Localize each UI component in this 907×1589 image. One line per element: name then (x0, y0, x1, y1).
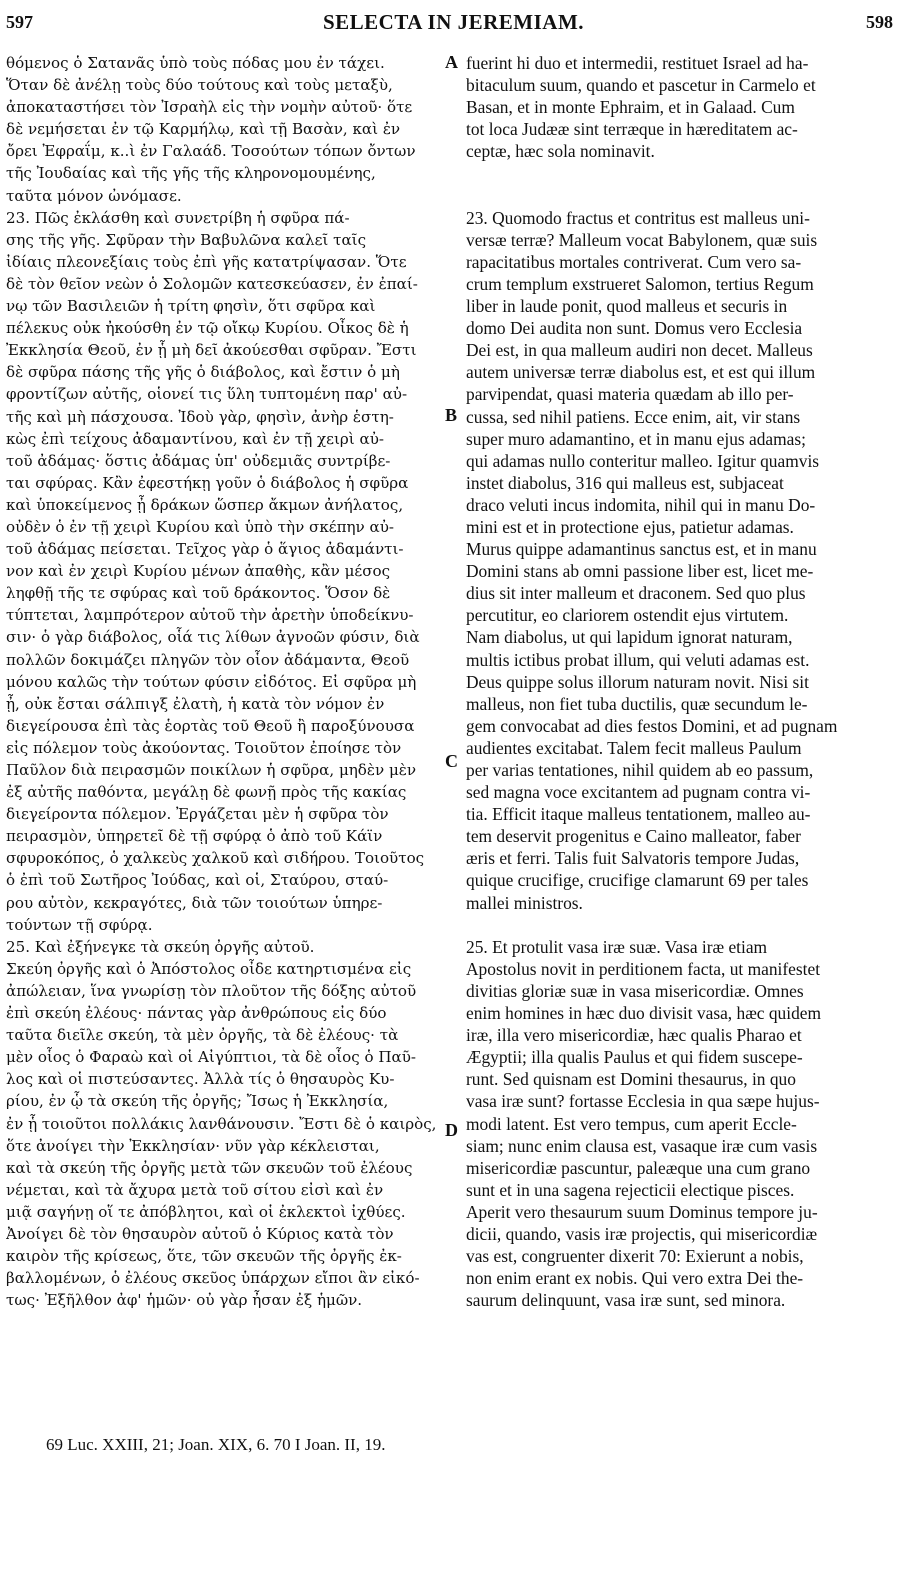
latin-text-line: modi latent. Est vero tempus, cum aperit Eccle- (466, 1113, 797, 1134)
latin-text-line: Apostolus novit in perditionem facta, ut manifestet (466, 958, 821, 979)
latin-text-line: sed magna voce excitantem ad pugnam contra vi- (466, 782, 811, 803)
latin-text-line: Dei est, in qua malleum audiri non decet. Malleus (466, 340, 813, 361)
latin-text-line: versæ terræ? Malleum vocat Babylonem, quæ suis (466, 229, 818, 250)
greek-text-line: ληφθῇ τῆς τε σφύρας καὶ τοῦ δράκοντος. Ὅσον δὲ (6, 584, 391, 603)
latin-text-line: iræ, illa vero misericordiæ, hæc qualis Pharao et (466, 1025, 802, 1046)
greek-text-line: λος καὶ οἱ πιστεύσαντες. Ἀλλὰ τίς ὁ θησαυρὸς Κυ- (6, 1070, 395, 1089)
greek-text-line: νον καὶ ἐν χειρὶ Κυρίου μένων ἀπαθὴς, κἂν μέσος (6, 562, 391, 581)
latin-text-line: multis ictibus probat illum, qui veluti adamas est. (466, 649, 810, 670)
running-title: SELECTA IN JEREMIAM. (322, 10, 585, 34)
latin-text-line: Ægyptii; illa qualis Paulus et qui fidem suscepe- (466, 1047, 803, 1068)
margin-letter-c: C (445, 751, 458, 771)
latin-text-line: domo Dei audita non sunt. Domus vero Ecclesia (466, 318, 803, 339)
greek-text-line: ἀποκαταστήσει τὸν Ἰσραὴλ εἰς τὴν νομὴν αὐτοῦ· ὅτε (6, 98, 413, 117)
latin-text-line: Murus quippe adamantinus sanctus est, et in manu (466, 539, 817, 560)
latin-text-line: divitias gloriæ suæ in vasa misericordiæ. Omnes (466, 980, 804, 1001)
greek-text-line: οὐδὲν ὁ ἐν τῇ χειρὶ Κυρίου καὶ ὑπὸ τὴν σκέπην αὐ- (6, 517, 395, 536)
latin-text-line: 25. Et protulit vasa iræ suæ. Vasa iræ etiam (466, 936, 768, 957)
greek-text-line: διεγείροντα πόλεμον. Ἐργάζεται μὲν ἡ σφῦρα τὸν (6, 805, 389, 824)
greek-text-line: Σκεύη ὀργῆς καὶ ὁ Ἀπόστολος οἶδε κατηρτισμένα εἰς (6, 959, 412, 978)
latin-text-line: per varias tentationes, nihil quidem ab eo passum, (466, 760, 814, 780)
latin-text-line: 23. Quomodo fractus et contritus est malleus uni- (466, 207, 810, 228)
latin-text-line: non enim erant ex nobis. Qui vero extra Dei the- (466, 1268, 804, 1289)
latin-text-line: misericordiæ pascuntur, paleæque una cum grano (466, 1157, 811, 1178)
latin-text-line: instet diabolus, 316 qui malleus est, subjaceat (466, 472, 784, 493)
greek-text-line: ἐξ αὐτῆς παθόντα, μεγάλῃ δὲ φωνῇ πρὸς τῆς κακίας (6, 783, 407, 802)
greek-text-line: σιν· ὁ γὰρ διάβολος, οἷά τις λίθων ἀγνοῶν φύσιν, διὰ (6, 628, 420, 647)
greek-text-line: ται σφύρας. Κἂν ἐφεστήκῃ γοῦν ὁ διάβολος ἡ σφῦρα (6, 473, 409, 492)
page-number-left: 597 (6, 12, 33, 32)
greek-text-line: Ὅταν δὲ ἀνέλῃ τοὺς δύο τούτους καὶ τοὺς μεταξὺ, (6, 76, 393, 95)
greek-text-line: τῆς Ἰουδαίας καὶ τῆς γῆς τῆς κληρονομουμένης, (6, 164, 376, 183)
latin-column (466, 52, 896, 1311)
greek-text-line: τύπτεται, λαμπρότερον αὐτοῦ τὴν ἀρετὴν ὑποδείκνυ- (6, 606, 414, 625)
greek-text-line: δὲ νεμήσεται ἐν τῷ Καρμήλῳ, καὶ τῇ Βασὰν, καὶ ἐν (6, 120, 401, 139)
latin-text-line: percutitur, eo clariorem ostendit ejus virtutem. (466, 605, 789, 626)
greek-text-line: κὼς ἐπὶ τείχους ἀδαμαντίνου, καὶ ἐν τῇ χειρὶ αὐ- (6, 429, 384, 448)
greek-text-line: δὲ σφῦρα πάσης τῆς γῆς ὁ διάβολος, καὶ ἔστιν ὁ μὴ (6, 363, 400, 382)
latin-text-line: vasa iræ sunt? fortasse Ecclesia in qua sæpe hujus- (466, 1091, 820, 1112)
latin-text-line: Basan, et in monte Ephraim, et in Galaad. Cum (466, 97, 795, 118)
footnote: 69 Luc. XXIII, 21; Joan. XIX, 6. 70 I Joan. II, 19. (46, 1435, 386, 1454)
greek-text-line: 25. Καὶ ἐξήνεγκε τὰ σκεύη ὀργῆς αὐτοῦ. (6, 937, 315, 956)
latin-text-line: malleus, non fiet tuba ductilis, quæ secundum le- (466, 693, 808, 714)
greek-text-line: θόμενος ὁ Σατανᾶς ὑπὸ τοὺς πόδας μου ἐν τάχει. (6, 54, 385, 72)
greek-text-line: τῆς καὶ μὴ πάσχουσα. Ἰδοὺ γὰρ, φησὶν, ἀνὴρ ἑστη- (6, 407, 394, 426)
greek-text-line: Παῦλον διὰ πειρασμῶν ποικίλων ἡ σφῦρα, μηδὲν μὲν (6, 761, 417, 779)
greek-text-line: πέλεκυς οὐκ ἠκούσθη ἐν τῷ οἴκῳ Κυρίου. Οἶκος δὲ ἡ (6, 319, 409, 338)
latin-text-line: tem deservit progenitus e Caino malleator, faber (466, 826, 801, 847)
latin-text-line: super muro adamantino, et in manu ejus adamas; (466, 428, 806, 449)
latin-text-line: ceptæ, hæc sola nominavit. (466, 141, 655, 162)
greek-text-line: ὅτε ἀνοίγει τὴν Ἐκκλησίαν· νῦν γὰρ κέκλεισται, (6, 1136, 380, 1155)
greek-text-line: ταῦτα διεῖλε σκεύη, τὰ μὲν ὀργῆς, τὰ δὲ ἐλέους· τὰ (6, 1026, 399, 1045)
greek-text-line: βαλλομένων, ὁ ἐλέους σκεῦος ὑπάρχων εἴποι ἂν εἰκό- (6, 1269, 420, 1288)
greek-text-line: ταῦτα μόνον ὠνόμασε. (6, 186, 182, 205)
latin-text-line: parvipendat, quasi materia quædam ab illo per- (466, 384, 794, 405)
greek-text-line: ρίου, ἐν ᾧ τὰ σκεύη τῆς ὀργῆς; Ἴσως ἡ Ἐκκλησία, (6, 1092, 389, 1111)
greek-text-line: νῳ τῶν Βασιλειῶν ἡ τρίτη φησὶν, ὅτι σφῦρα καὶ (6, 297, 376, 316)
greek-text-line: μόνου καλῶς τὴν τούτων φύσιν εἰδότος. Εἰ σφῦρα μὴ (6, 672, 417, 691)
greek-text-line: τούντων τῇ σφύρᾳ. (6, 915, 153, 934)
latin-text-line: saurum delinquunt, vasa iræ sunt, sed minora. (466, 1290, 786, 1311)
latin-text-line: enim homines in hæc duo divisit vasa, hæc quidem (466, 1003, 822, 1024)
margin-letter-a: A (445, 52, 458, 72)
greek-text-line: καὶ ὑποκείμενος ᾖ δράκων ὥσπερ ἄκμων ἀνήλατος, (6, 495, 404, 514)
latin-text-line: mallei ministros. (466, 892, 583, 913)
latin-text-line: tia. Efficit itaque malleus tentationem, malleo au- (466, 804, 811, 825)
greek-text-line: ὁ ἐπὶ τοῦ Σωτῆρος Ἰούδας, καὶ οἱ, Σταύρου, σταύ- (6, 871, 389, 890)
greek-text-line: ὄρει Ἐφραΐμ, κ..ὶ ἐν Γαλαάδ. Τοσούτων τόπων ὄντων (6, 142, 416, 161)
latin-text-line: autem universæ terræ diabolus est, et est qui illum (466, 362, 816, 383)
greek-text-line: Ἀνοίγει δὲ τὸν θησαυρὸν αὐτοῦ ὁ Κύριος κατὰ τὸν (6, 1224, 394, 1243)
greek-text-line: φροντίζων αὐτῆς, οἱονεί τις ὕλη τυπτομένη παρ' αὐ- (6, 385, 408, 404)
latin-text-line: audientes excitabat. Talem fecit malleus Paulum (466, 737, 802, 758)
greek-text-line: τοῦ ἀδάμας πείσεται. Τεῖχος γὰρ ὁ ἅγιος ἀδαμάντι- (6, 540, 404, 559)
greek-text-line: ἐν ᾗ τοιοῦτοι πολλάκις λανθάνουσιν. Ἔστι δὲ ὁ καιρὸς, (6, 1114, 437, 1133)
latin-text-line: mini est et in protectione ejus, patietur adamas. (466, 516, 794, 537)
latin-text-line: crum templum exstrueret Salomon, tertius Regum (466, 273, 814, 294)
latin-text-line: tot loca Judææ sint terræque in hæreditatem ac- (466, 119, 798, 140)
greek-text-line: ᾖ, οὐκ ἔσται σάλπιγξ ἐλατὴ, ἡ κατὰ τὸν νόμον ἐν (6, 694, 385, 713)
latin-text-line: bitaculum suum, quando et pascetur in Carmelo et (466, 75, 816, 96)
latin-text-line: vas est, congruenter dixerit 70: Exierunt a nobis, (466, 1246, 804, 1267)
greek-text-line: σης τῆς γῆς. Σφῦραν τὴν Βαβυλῶνα καλεῖ ταῖς (6, 230, 367, 249)
latin-text-line: rapacitatibus mortales contriverat. Cum vero sa- (466, 251, 802, 272)
greek-column (6, 52, 442, 1311)
latin-text-line: Deus quippe solus illorum naturam novit. Nisi sit (466, 671, 809, 692)
margin-letter-d: D (445, 1120, 458, 1140)
latin-text-line: siam; nunc enim clausa est, vasaque iræ cum vasis (466, 1135, 818, 1156)
latin-text-line: runt. Sed quisnam est Domini thesaurus, in quo (466, 1069, 796, 1090)
greek-text-line: σφυροκόπος, ὁ χαλκεὺς χαλκοῦ καὶ σιδήρου. Τοιοῦτος (6, 849, 425, 868)
latin-text-line: quique crucifige, crucifige clamarunt 69 per tales (466, 870, 809, 891)
latin-text-line (466, 162, 896, 184)
latin-text-line (466, 914, 896, 936)
greek-text-line: πειρασμὸν, ὑπηρετεῖ δὲ τῇ σφύρᾳ ὁ ἀπὸ τοῦ Κάϊν (6, 827, 383, 846)
greek-text-line: μὲν οἷος ὁ Φαραὼ καὶ οἱ Αἰγύπτιοι, τὰ δὲ οἷος ὁ Παῦ- (6, 1048, 416, 1067)
greek-text-line: πολλῶν δοκιμάζει πληγῶν τὸν οἷον ἀδάμαντα, Θεοῦ (6, 650, 410, 669)
greek-text-line: ρου αὐτὸν, κεκραγότες, διὰ τῶν τοιούτων ὑπηρε- (6, 893, 383, 912)
latin-text-line: sunt et in una sagena rejecticii electique pisces. (466, 1179, 795, 1200)
greek-text-line: 23. Πῶς ἐκλάσθη καὶ συνετρίβη ἡ σφῦρα πά- (6, 208, 350, 227)
page-header (0, 6, 907, 36)
latin-text-line: qui adamas nullo conteritur malleo. Igitur quamvis (466, 450, 820, 471)
greek-text-line: ἰδίαις πλεονεξίαις τοὺς ἐπὶ γῆς κατατρίψασαν. Ὅτε (6, 252, 407, 271)
margin-letter-b: B (445, 405, 458, 425)
latin-text-line (466, 185, 896, 207)
greek-text-line: τως· Ἐξῆλθον ἀφ' ἡμῶν· οὐ γὰρ ἦσαν ἐξ ἡμῶν. (6, 1291, 363, 1310)
latin-text-line: liber in laude ponit, quod malleus et securis in (466, 296, 788, 317)
latin-text-line: Nam diabolus, ut qui lapidum ignorat naturam, (466, 627, 793, 648)
greek-text-line: νέμεται, καὶ τὰ ἄχυρα μετὰ τοῦ σίτου εἰσὶ καὶ ἐν (6, 1180, 384, 1199)
latin-text-line: æris et ferri. Talis fuit Salvatoris tempore Judas, (466, 848, 800, 869)
latin-text-line: fuerint hi duo et intermedii, restituet Israel ad ha- (466, 53, 809, 73)
page-number-right: 598 (866, 12, 893, 32)
latin-text-line: Domini stans ab omni passione liber est, licet me- (466, 561, 814, 582)
latin-text-line: Aperit vero thesaurum suum Dominus tempore ju- (466, 1201, 818, 1222)
latin-text-line: cussa, sed nihil patiens. Ecce enim, ait, vir stans (466, 406, 801, 427)
latin-text-line: dicii, quando, vasis iræ projectis, qui misericordiæ (466, 1223, 818, 1244)
greek-text-line: καὶ τὰ σκεύη τῆς ὀργῆς μετὰ τῶν σκευῶν τοῦ ἐλέους (6, 1158, 413, 1177)
latin-text-line: gem convocabat ad dies festos Domini, et ad pugnam (466, 715, 838, 736)
latin-text-line: dius sit inter malleum et draconem. Sed quo plus (466, 583, 806, 604)
greek-text-line: καιρὸν τῆς κρίσεως, ὅτε, τῶν σκευῶν τῆς ὀργῆς ἐκ- (6, 1247, 402, 1266)
greek-text-line: διεγείρουσα ἐπὶ τὰς ἑορτὰς τοῦ Θεοῦ ἢ παροξύνουσα (6, 716, 415, 735)
greek-text-line: εἰς πόλεμον τοὺς ἀκούοντας. Τοιοῦτον ἐποίησε τὸν (6, 738, 402, 757)
greek-text-line: Ἐκκλησία Θεοῦ, ἐν ᾗ μὴ δεῖ ἀκούεσθαι σφῦραν. Ἔστι (6, 341, 417, 360)
greek-text-line: ἐπὶ σκεύη ἐλέους· πάντας γὰρ ἀνθρώπους εἰς δύο (6, 1004, 387, 1023)
latin-text-line: draco veluti incus indomita, nihil qui in manu Do- (466, 494, 816, 515)
greek-text-line: μιᾷ σαγήνῃ οἵ τε ἀπόβλητοι, καὶ οἱ ἐκλεκτοὶ ἰχθύες. (6, 1202, 406, 1221)
greek-text-line: δὲ τὸν θεῖον νεὼν ὁ Σολομῶν κατεσκεύασεν, ἐν ἐπαί- (6, 274, 418, 293)
greek-text-line: τοῦ ἀδάμας· ὅστις ἀδάμας ὑπ' οὐδεμιᾶς συντρίβε- (6, 451, 391, 470)
greek-text-line: ἀπώλειαν, ἵνα γνωρίσῃ τὸν πλοῦτον τῆς δόξης αὐτοῦ (6, 981, 417, 1000)
